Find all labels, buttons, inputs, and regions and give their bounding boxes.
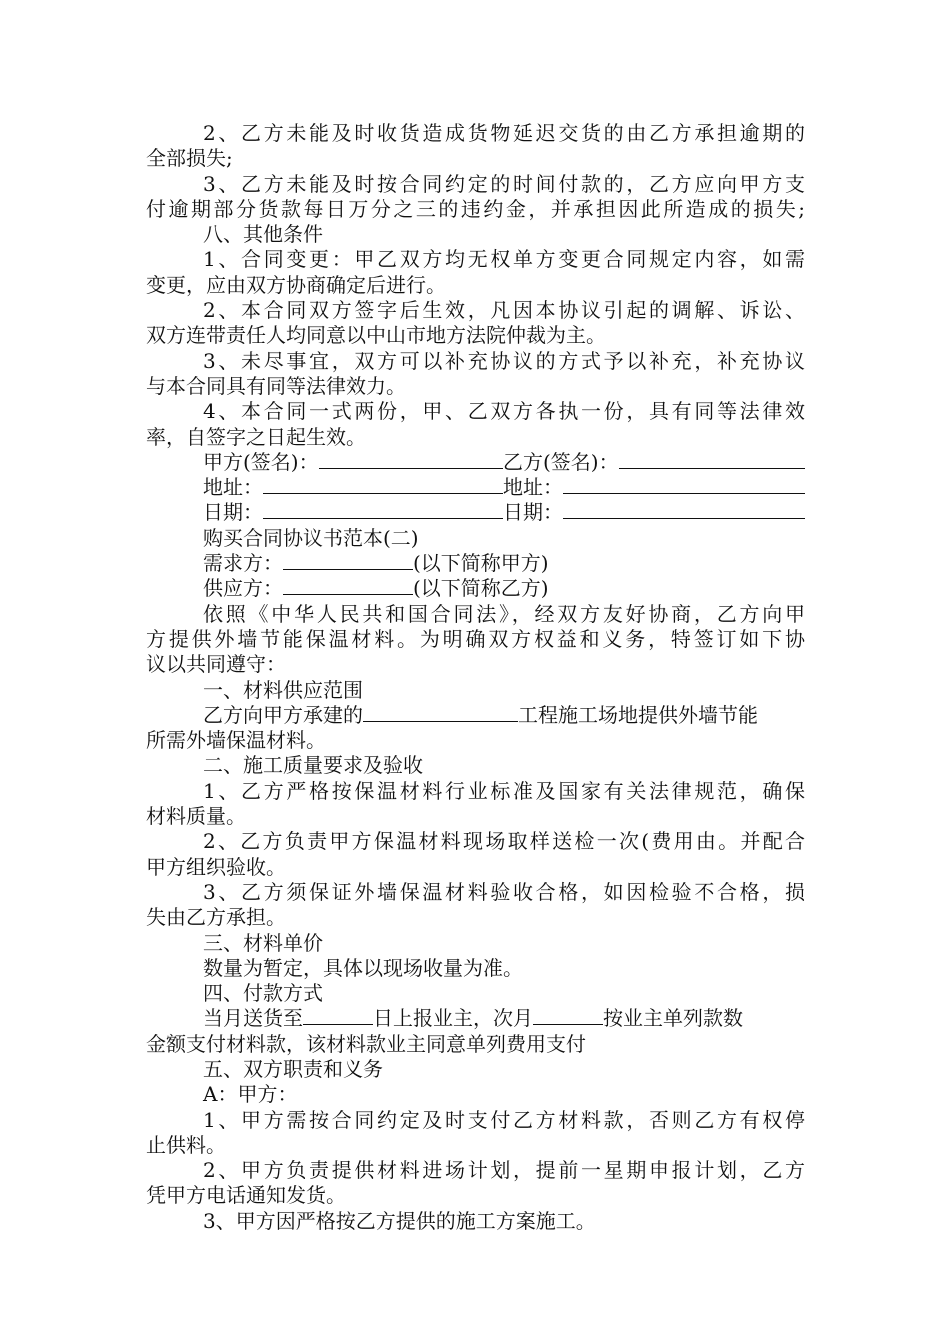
signature-label: 日期： (203, 500, 263, 525)
signature-left (203, 500, 503, 525)
text-line: 所需外墙保温材料。 (146, 728, 326, 753)
signature-block (146, 450, 805, 526)
text-line: 率，自签字之日起生效。 (146, 424, 366, 449)
text-line: 变更，应由双方协商确定后进行。 (146, 272, 446, 297)
supplier-note: (以下简称乙方) (413, 576, 549, 601)
text-line: 五、双方职责和义务 (203, 1056, 383, 1081)
signature-right (503, 500, 805, 525)
payment-part-b: 日上报业主，次月 (373, 1006, 533, 1031)
text-line: 数量为暂定，具体以现场收量为准。 (203, 955, 523, 980)
buyer-blank (283, 551, 413, 570)
payment-part-a: 当月送货至 (203, 1006, 303, 1031)
signature-blank (319, 450, 503, 469)
signature-blank (263, 475, 503, 494)
signature-label: 地址： (203, 475, 263, 500)
text-line: 全部损失; (146, 146, 233, 171)
text-line: 二、施工质量要求及验收 (203, 753, 423, 778)
text-line: 1、合同变更：甲乙双方均无权单方变更合同规定内容，如需 (203, 247, 805, 272)
text-line: 2、乙方未能及时收货造成货物延迟交货的由乙方承担逾期的 (203, 121, 805, 145)
text-line: 3、乙方未能及时按合同约定的时间付款的，乙方应向甲方支 (203, 171, 805, 196)
text-line: 1、甲方需按合同约定及时支付乙方材料款，否则乙方有权停 (203, 1107, 805, 1132)
buyer-label: 需求方： (203, 551, 283, 576)
text-line: 4、本合同一式两份，甲、乙双方各执一份，具有同等法律效 (203, 399, 805, 424)
text-line: 八、其他条件 (203, 222, 323, 247)
scope-pre: 乙方向甲方承建的 (203, 702, 363, 727)
buyer-note: (以下简称甲方) (413, 551, 549, 576)
text-line: 2、甲方负责提供材料进场计划，提前一星期申报计划，乙方 (203, 1158, 805, 1183)
contract-clauses-part3 (146, 728, 805, 1006)
signature-row (146, 450, 805, 475)
supplier-label: 供应方： (203, 576, 283, 601)
text-line: 付逾期部分货款每日万分之三的违约金，并承担因此所造成的损失; (146, 196, 805, 221)
signature-left (203, 475, 503, 500)
text-line: 止供料。 (146, 1132, 226, 1157)
scope-line (146, 703, 805, 728)
signature-row (146, 475, 805, 500)
signature-blank (563, 500, 805, 519)
text-line: 2、本合同双方签字后生效，凡因本协议引起的调解、诉讼、 (203, 298, 805, 323)
text-line: 三、材料单价 (203, 930, 323, 955)
signature-label: 日期： (503, 500, 563, 525)
text-line: 方提供外墙节能保温材料。为明确双方权益和义务，特签订如下协 (146, 626, 805, 651)
signature-blank (619, 450, 805, 469)
text-line: 3、乙方须保证外墙保温材料验收合格，如因检验不合格，损 (203, 879, 805, 904)
supplier-line (146, 576, 805, 601)
payment-next-blank (533, 1006, 603, 1025)
text-line: 四、付款方式 (203, 981, 323, 1006)
payment-part-c: 按业主单列款数 (603, 1006, 743, 1031)
signature-right (503, 475, 805, 500)
text-line: 金额支付材料款，该材料款业主同意单列费用支付 (146, 1031, 586, 1056)
text-line: 议以共同遵守： (146, 652, 286, 677)
text-line: 一、材料供应范围 (203, 677, 363, 702)
signature-label: 甲方(签名)： (203, 449, 319, 474)
text-line: 2、乙方负责甲方保温材料现场取样送检一次(费用由。并配合 (203, 829, 805, 854)
contract-clauses-part4 (146, 1032, 805, 1234)
section-title-template-2: 购买合同协议书范本(二) (203, 525, 419, 550)
buyer-line (146, 551, 805, 576)
text-line: 凭甲方电话通知发货。 (146, 1183, 346, 1208)
text-line: 依照《中华人民共和国合同法》，经双方友好协商，乙方向甲 (203, 601, 805, 626)
contract-clauses-part2 (146, 602, 805, 703)
scope-post: 工程施工场地提供外墙节能 (518, 702, 758, 727)
text-line: 材料质量。 (146, 804, 246, 829)
text-line: 3、未尽事宜，双方可以补充协议的方式予以补充，补充协议 (203, 348, 805, 373)
signature-row (146, 500, 805, 525)
signature-blank (563, 475, 805, 494)
signature-label: 地址： (503, 475, 563, 500)
text-line: 与本合同具有同等法律效力。 (146, 373, 406, 398)
supplier-blank (283, 576, 413, 595)
payment-day-blank (303, 1006, 373, 1025)
payment-line (146, 1006, 805, 1031)
text-line: 1、乙方严格按保温材料行业标准及国家有关法律规范，确保 (203, 778, 805, 803)
project-blank (363, 703, 518, 722)
text-line: 甲方组织验收。 (146, 854, 286, 879)
text-line: 双方连带责任人均同意以中山市地方法院仲裁为主。 (146, 323, 606, 348)
contract-clauses-part1 (146, 121, 805, 450)
signature-label: 乙方(签名)： (503, 449, 619, 474)
signature-blank (263, 500, 503, 519)
text-line: 失由乙方承担。 (146, 905, 286, 930)
text-line: A：甲方： (203, 1082, 298, 1107)
signature-right (503, 450, 805, 475)
text-line: 3、甲方因严格按乙方提供的施工方案施工。 (203, 1208, 596, 1233)
signature-left (203, 450, 503, 475)
